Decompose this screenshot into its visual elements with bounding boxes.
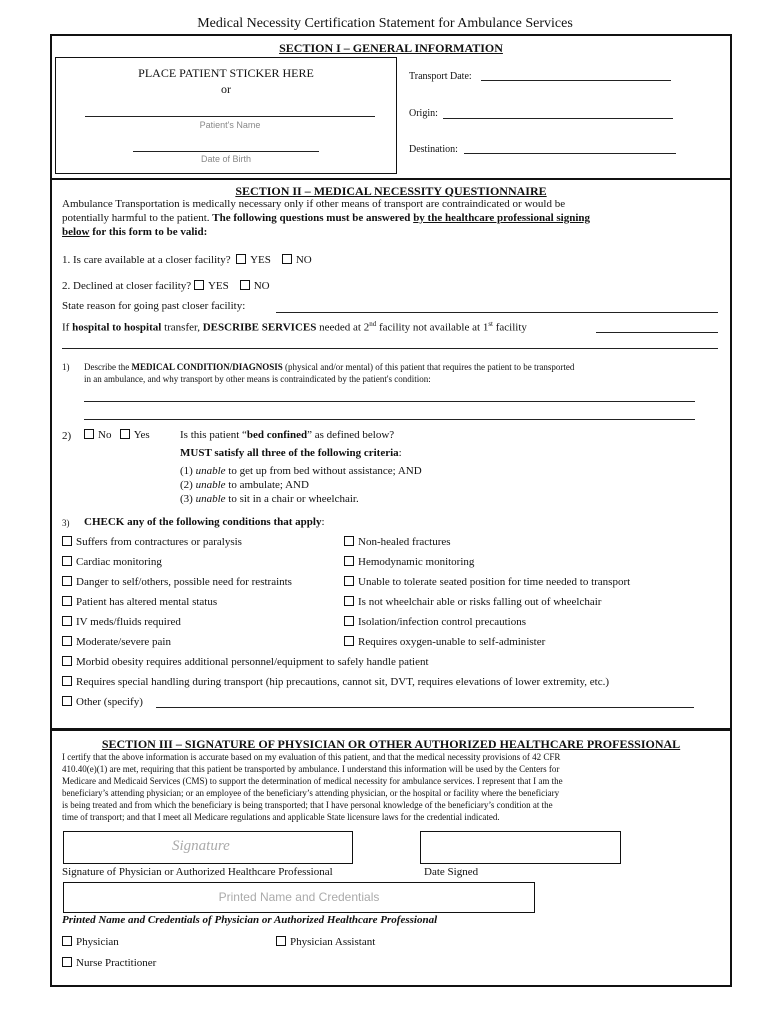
condition-label: Requires oxygen-unable to self-administer <box>358 636 546 648</box>
crit-1-num: (1) <box>180 465 193 477</box>
section-1-heading: SECTION I – GENERAL INFORMATION <box>279 41 503 55</box>
q2-no-checkbox[interactable] <box>240 280 250 290</box>
item-3-heading <box>84 516 325 528</box>
certification-line: Medicare and Medicaid Services (CMS) to support the determination of medical necessity for ambulance services. I represent that I am the <box>62 776 563 786</box>
certification-line: is being treated and from which the beneficiary is being transported; that I have personal knowledge of the beneficiary’s condition at the <box>62 800 553 810</box>
condition-option <box>62 536 242 548</box>
item-3-heading-text: CHECK any of the following conditions that apply <box>84 516 322 528</box>
h2h-sup-nd: nd <box>369 320 377 328</box>
condition-checkbox[interactable] <box>62 596 72 606</box>
dob-label: Date of Birth <box>200 154 252 164</box>
certification-line: time of transport; and that I meet all Medicare regulations and applicable State licensure laws for the credential indicated. <box>62 812 500 822</box>
item-1-rest: (physical and/or mental) of this patient that requires the patient to be transported <box>285 362 575 372</box>
h2h-not-available: facility not available at 1 <box>378 321 489 334</box>
h2h-hospital: hospital to hospital <box>72 321 162 334</box>
condition-option <box>62 596 217 608</box>
other-checkbox[interactable] <box>62 696 72 706</box>
condition-label: Suffers from contractures or paralysis <box>76 536 242 548</box>
credential-option <box>62 936 119 948</box>
q2-no-label: NO <box>253 280 270 292</box>
dob-line[interactable] <box>133 151 319 152</box>
signature-placeholder: Signature <box>172 838 230 854</box>
condition-checkbox[interactable] <box>62 556 72 566</box>
condition-option-other <box>62 696 143 708</box>
condition-label: Non-healed fractures <box>358 536 451 548</box>
physician-checkbox[interactable] <box>62 936 72 946</box>
condition-checkbox[interactable] <box>344 636 354 646</box>
condition-checkbox[interactable] <box>344 536 354 546</box>
question-declined-text: 2. Declined at closer facility? <box>62 280 192 292</box>
bed-q-b: bed confined <box>246 429 308 441</box>
q1-yes-checkbox[interactable] <box>236 254 246 264</box>
intro-below: below <box>62 226 90 238</box>
section-3-heading: SECTION III – SIGNATURE OF PHYSICIAN OR OTHER AUTHORIZED HEALTHCARE PROFESSIONAL <box>101 737 681 751</box>
h2h-describe: DESCRIBE SERVICES <box>202 321 317 334</box>
condition-checkbox[interactable] <box>344 616 354 626</box>
condition-option <box>62 576 292 588</box>
crit-3-unable: unable <box>195 493 226 505</box>
crit-3-text: to sit in a chair or wheelchair. <box>228 493 359 505</box>
condition-option <box>344 636 545 648</box>
condition-label: Hemodynamic monitoring <box>358 556 475 568</box>
condition-option <box>62 616 181 628</box>
h2h-needed: needed at 2 <box>319 321 370 334</box>
printed-name-caption: Printed Name and Credentials of Physician or Authorized Healthcare Professional <box>62 914 438 926</box>
bed-confined-no-checkbox[interactable] <box>84 429 94 439</box>
document-title: Medical Necessity Certification Statement for Ambulance Services <box>197 16 573 31</box>
item-3-colon: : <box>321 516 325 528</box>
physician-assistant-label: Physician Assistant <box>290 936 376 948</box>
condition-label: Morbid obesity requires additional personnel/equipment to safely handle patient <box>76 656 429 668</box>
condition-checkbox[interactable] <box>62 636 72 646</box>
transport-date-label: Transport Date: <box>409 71 472 82</box>
sticker-or: or <box>221 82 231 96</box>
condition-option <box>62 636 171 648</box>
bed-confined-no-label: No <box>98 429 112 441</box>
intro-line-3 <box>62 226 207 238</box>
h2h-transfer: transfer, <box>164 321 200 334</box>
h2h-facility: facility <box>495 321 527 334</box>
certification-line: beneficiary’s attending physician; or an employee of the beneficiary’s attending physician, or the hospital or facility where the beneficiary <box>62 788 560 798</box>
criterion-2 <box>180 479 309 491</box>
hospital-transfer-line <box>62 320 527 334</box>
physician-assistant-checkbox[interactable] <box>276 936 286 946</box>
crit-2-unable: unable <box>195 479 226 491</box>
q2-yes-label: YES <box>207 280 229 292</box>
condition-label: Patient has altered mental status <box>76 596 218 608</box>
hospital-transfer-field[interactable] <box>596 332 718 333</box>
intro-valid: for this form to be valid: <box>92 226 208 238</box>
item-1-line-2: in an ambulance, and why transport by other means is contraindicated by the patient's condition: <box>84 374 431 384</box>
q1-no-checkbox[interactable] <box>282 254 292 264</box>
condition-checkbox[interactable] <box>62 616 72 626</box>
condition-field-1[interactable] <box>84 401 695 402</box>
state-reason-label: State reason for going past closer facility: <box>62 300 246 312</box>
question-closer-facility <box>62 254 312 266</box>
item-1-text <box>84 362 574 372</box>
condition-label: Moderate/severe pain <box>76 636 171 648</box>
other-label: Other (specify) <box>76 696 143 708</box>
printed-name-placeholder: Printed Name and Credentials <box>218 890 380 904</box>
origin-field[interactable] <box>443 118 673 119</box>
condition-checkbox[interactable] <box>62 656 72 666</box>
condition-label: Requires special handling during transport (hip precautions, cannot sit, DVT, requires elevations of lower extremity, etc.) <box>76 676 610 688</box>
question-closer-facility-text: 1. Is care available at a closer facility? <box>62 254 231 266</box>
item-1-number: 1) <box>62 362 70 372</box>
intro-line-2 <box>62 212 590 224</box>
condition-checkbox[interactable] <box>62 676 72 686</box>
condition-label: IV meds/fluids required <box>76 616 181 628</box>
item-3-number: 3) <box>62 518 70 528</box>
condition-label: Cardiac monitoring <box>76 556 162 568</box>
certification-line: 410.40(e)(1) are met, requiring that this patient be transported by ambulance. I understand this information will be used by the Centers for <box>62 764 560 774</box>
crit-1-text: to get up from bed without assistance; AND <box>228 465 422 477</box>
patient-name-label: Patient's Name <box>199 120 261 130</box>
condition-label: Is not wheelchair able or risks falling out of wheelchair <box>358 596 602 608</box>
destination-label: Destination: <box>409 144 458 155</box>
condition-label: Isolation/infection control precautions <box>358 616 527 628</box>
bed-q-c: ” as defined below? <box>307 429 395 441</box>
h2h-if: If <box>62 321 70 334</box>
h2h-sup-st: st <box>488 320 493 328</box>
condition-option <box>62 556 162 568</box>
must-text: MUST satisfy all three of the following criteria <box>180 447 399 459</box>
date-signed-caption: Date Signed <box>424 866 479 878</box>
q1-no-label: NO <box>295 254 312 266</box>
condition-option <box>344 616 526 628</box>
sticker-instruction: PLACE PATIENT STICKER HERE <box>138 66 314 80</box>
condition-checkbox[interactable] <box>62 536 72 546</box>
condition-label: Danger to self/others, possible need for restraints <box>76 576 292 588</box>
criterion-1 <box>180 465 422 477</box>
question-declined <box>62 280 270 292</box>
condition-checkbox[interactable] <box>344 576 354 586</box>
bed-confined-yes-label: Yes <box>133 429 150 441</box>
intro-bold-text: The following questions must be answered <box>212 212 411 224</box>
item-1-describe: Describe the <box>84 362 130 372</box>
bed-confined-question <box>180 429 394 441</box>
bed-q-a: Is this patient “ <box>180 429 247 441</box>
condition-checkbox[interactable] <box>62 576 72 586</box>
item-2-options <box>84 429 150 441</box>
intro-bold-underlined: by the healthcare professional signing <box>413 212 591 224</box>
destination-field[interactable] <box>464 153 676 154</box>
hospital-transfer-field-2[interactable] <box>62 348 718 349</box>
transport-date-field[interactable] <box>481 80 671 81</box>
condition-field-2[interactable] <box>84 419 695 420</box>
section-2-heading: SECTION II – MEDICAL NECESSITY QUESTIONNAIRE <box>235 184 547 198</box>
nurse-practitioner-checkbox[interactable] <box>62 957 72 967</box>
nurse-practitioner-label: Nurse Practitioner <box>76 957 157 969</box>
bed-confined-yes-checkbox[interactable] <box>120 429 130 439</box>
crit-1-unable: unable <box>195 465 226 477</box>
crit-3-num: (3) <box>180 493 193 505</box>
bed-confined-must <box>180 447 402 459</box>
patient-name-line[interactable] <box>85 116 375 117</box>
condition-option <box>344 596 601 608</box>
q2-yes-checkbox[interactable] <box>194 280 204 290</box>
crit-2-num: (2) <box>180 479 193 491</box>
condition-label: Unable to tolerate seated position for time needed to transport <box>358 576 631 588</box>
date-signed-field[interactable] <box>420 831 621 864</box>
q1-yes-label: YES <box>250 254 271 266</box>
credential-option <box>62 957 156 969</box>
signature-caption: Signature of Physician or Authorized Healthcare Professional <box>62 866 333 878</box>
other-specify-field[interactable] <box>156 707 694 708</box>
item-1-diagnosis: MEDICAL CONDITION/DIAGNOSIS <box>131 362 283 372</box>
certification-line: I certify that the above information is accurate based on my evaluation of this patient, and that the medical necessity provisions of 42 CFR <box>62 752 561 762</box>
condition-option <box>344 536 451 548</box>
state-reason-field[interactable] <box>276 312 718 313</box>
condition-option <box>344 556 474 568</box>
condition-option <box>62 676 609 688</box>
condition-checkbox[interactable] <box>344 596 354 606</box>
crit-2-text: to ambulate; AND <box>228 479 309 491</box>
condition-option <box>344 576 630 588</box>
credential-option <box>276 936 375 948</box>
physician-label: Physician <box>76 936 119 948</box>
intro-line-1: Ambulance Transportation is medically necessary only if other means of transport are contraindicated or would be <box>62 198 566 210</box>
criterion-3 <box>180 493 359 505</box>
condition-checkbox[interactable] <box>344 556 354 566</box>
item-2-number: 2) <box>62 430 72 442</box>
origin-label: Origin: <box>409 108 438 119</box>
condition-option <box>62 656 429 668</box>
intro-text: potentially harmful to the patient. <box>62 212 210 224</box>
must-colon: : <box>398 447 402 459</box>
